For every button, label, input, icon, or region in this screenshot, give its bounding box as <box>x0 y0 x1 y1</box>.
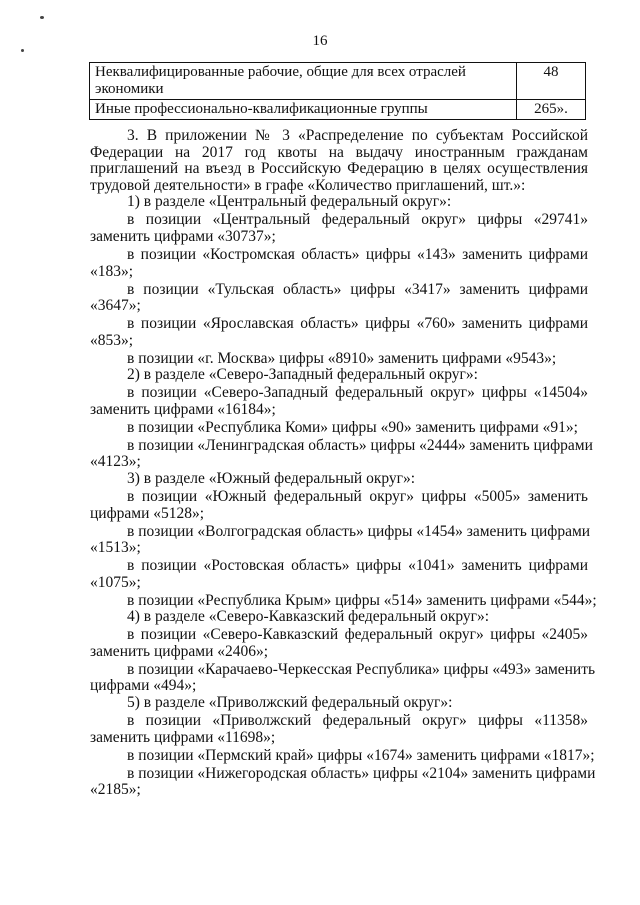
amendment-line: в позиции «Приволжский федеральный округ» цифры «11358» <box>127 712 588 730</box>
intro-line: 3. В приложении № 3 «Распределение по субъектам Российской <box>127 127 588 144</box>
amendment-line: в позиции «Карачаево-Черкесская Республика» цифры «493» заменить <box>127 660 596 678</box>
amendment-line: «853»; <box>90 331 134 349</box>
amendment-line: в позиции «Республика Коми» цифры «90» заменить цифрами «91»; <box>127 418 578 436</box>
table-cell-value: 265». <box>517 100 586 120</box>
amendment-line: заменить цифрами «11698»; <box>90 728 276 746</box>
amendment-line: «4123»; <box>90 453 141 471</box>
table-cell-value: 48 <box>517 63 586 100</box>
section-heading: 1) в разделе «Центральный федеральный округ»: <box>127 193 452 211</box>
amendment-line: в позиции «г. Москва» цифры «8910» заменить цифрами «9543»; <box>127 349 557 367</box>
section-heading: 5) в разделе «Приволжский федеральный округ»: <box>127 694 453 712</box>
amendment-line: в позиции «Северо-Кавказский федеральный округ» цифры «2405» <box>127 626 588 644</box>
table-cell-category <box>90 63 517 100</box>
amendment-line: цифрами «5128»; <box>90 504 205 522</box>
table-cell-category: Иные профессионально-квалификационные группы <box>90 100 517 120</box>
amendment-line: в позиции «Костромская область» цифры «143» заменить цифрами <box>127 245 588 263</box>
page-number: 16 <box>312 33 328 49</box>
amendment-line: в позиции «Центральный федеральный округ» цифры «29741» <box>127 211 588 229</box>
amendment-line: заменить цифрами «16184»; <box>90 400 276 418</box>
amendment-line: цифрами «494»; <box>90 677 197 695</box>
amendment-line: в позиции «Нижегородская область» цифры «2104» заменить цифрами <box>127 764 596 782</box>
amendment-line: «1513»; <box>90 539 141 557</box>
amendment-line: в позиции «Южный федеральный округ» цифры «5005» заменить <box>127 487 588 505</box>
intro-line: Федерации на 2017 год квоты на выдачу иностранным гражданам <box>90 143 588 161</box>
amendment-line: в позиции «Ярославская область» цифры «760» заменить цифрами <box>127 315 588 333</box>
amendment-line: «1075»; <box>90 573 141 591</box>
amendment-line: «2185»; <box>90 781 141 799</box>
quota-table <box>89 62 586 120</box>
section-heading: 3) в разделе «Южный федеральный округ»: <box>127 470 416 487</box>
section-heading: 2) в разделе «Северо-Западный федеральный округ»: <box>127 366 478 384</box>
amendment-line: в позиции «Тульская область» цифры «3417» заменить цифрами <box>127 280 588 298</box>
amendment-line: «183»; <box>90 262 134 280</box>
amendment-line: в позиции «Волгоградская область» цифры «1454» заменить цифрами <box>127 522 591 540</box>
amendment-line: заменить цифрами «2406»; <box>90 642 269 660</box>
table-row <box>90 63 586 100</box>
section-heading: 4) в разделе «Северо-Кавказский федеральный округ»: <box>127 608 490 626</box>
category-text-line: Неквалифицированные рабочие, общие для всех отраслей <box>95 64 466 80</box>
scan-speck <box>21 49 24 52</box>
scan-speck <box>40 16 44 19</box>
amendment-line: «3647»; <box>90 297 141 315</box>
category-text-line: экономики <box>95 81 164 97</box>
amendment-line: заменить цифрами «30737»; <box>90 227 276 245</box>
amendment-line: в позиции «Ленинградская область» цифры «2444» заменить цифрами <box>127 436 593 454</box>
amendment-line: в позиции «Ростовская область» цифры «1041» заменить цифрами <box>127 557 588 575</box>
amendment-line: в позиции «Пермский край» цифры «1674» заменить цифрами «1817»; <box>127 746 595 764</box>
amendment-line: в позиции «Республика Крым» цифры «514» заменить цифрами «544»; <box>127 591 597 609</box>
amendment-line: в позиции «Северо-Западный федеральный округ» цифры «14504» <box>127 384 588 402</box>
table-row <box>90 100 586 120</box>
intro-line: трудовой деятельности» в графе «Количество приглашений, шт.»: <box>90 176 526 194</box>
intro-line: приглашений на въезд в Российскую Федерацию в целях осуществления <box>90 160 588 178</box>
amendment-text <box>90 127 597 799</box>
